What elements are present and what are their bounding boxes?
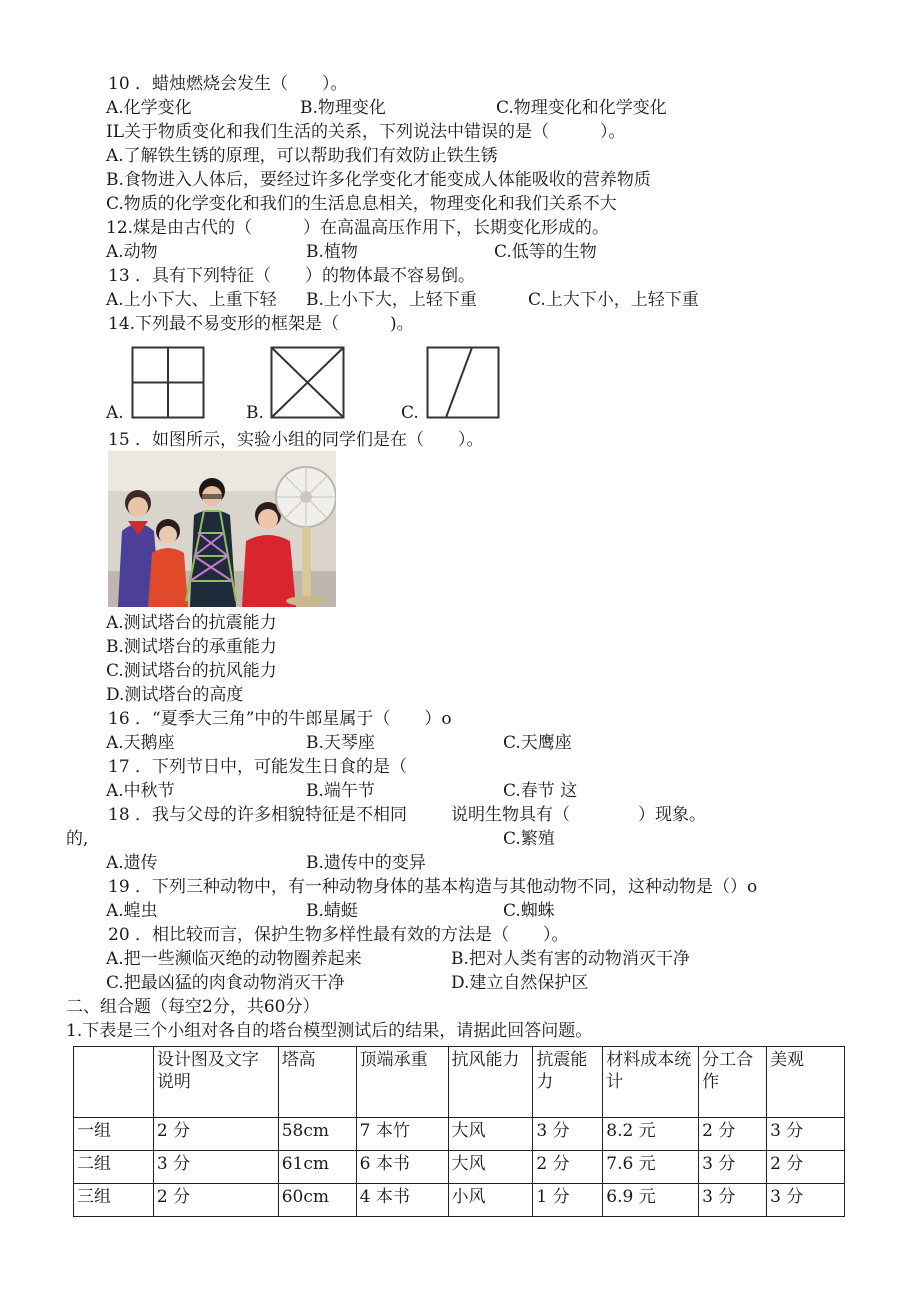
q15-option-b: B.测试塔台的承重能力 [106,637,277,657]
table-header-cell: 分工合作 [699,1047,767,1118]
table-cell: 1 分 [533,1184,603,1217]
q18-stem: 18 ．我与父母的许多相貌特征是不相同 [108,805,408,825]
q10-stem: 10 ．蜡烛燃烧会发生（ ）。 [108,74,348,94]
q15-option-a: A.测试塔台的抗震能力 [106,613,277,633]
tower-test-results-table [73,1046,845,1217]
q10-option-c: C.物理变化和化学变化 [496,98,667,118]
table-cell: 2 分 [767,1151,845,1184]
frame-option-a-figure [131,346,205,419]
table-cell: 2 分 [153,1118,278,1151]
q20-option-d: D.建立自然保护区 [451,973,589,993]
table-cell: 58cm [278,1118,356,1151]
table-cell: 60cm [278,1184,356,1217]
q17-option-a: A.中秋节 [106,781,175,801]
table-cell: 61cm [278,1151,356,1184]
table-cell: 三组 [74,1184,154,1217]
section-2-title: 二、组合题（每空2分，共60分） [66,997,320,1017]
table-cell: 4 本书 [356,1184,448,1217]
q14-option-c: C. [401,403,419,423]
q16-option-b: B.天琴座 [306,733,375,753]
table-cell: 7.6 元 [603,1151,699,1184]
q13-option-a: A.上小下大、上重下轻 [106,290,277,310]
q16-stem: 16 ．“夏季大三角”中的牛郎星属于（ ）o [108,709,452,729]
table-cell: 大风 [448,1118,533,1151]
table-cell: 3 分 [767,1118,845,1151]
table-cell: 3 分 [699,1184,767,1217]
table-cell: 3 分 [533,1118,603,1151]
table-cell: 2 分 [153,1184,278,1217]
table-header-cell: 抗风能力 [448,1047,533,1118]
table-cell: 3 分 [767,1184,845,1217]
table-row [74,1151,845,1184]
q11-stem: IL关于物质变化和我们生活的关系，下列说法中错误的是（ ）。 [106,122,626,142]
table-cell: 3 分 [153,1151,278,1184]
table-header-cell: 塔高 [278,1047,356,1118]
q19-option-a: A.蝗虫 [106,901,158,921]
q14-option-b: B. [246,403,264,423]
table-cell: 8.2 元 [603,1118,699,1151]
q12-option-b: B.植物 [306,242,358,262]
students-testing-tower-photo [108,451,336,607]
q13-stem: 13 ．具有下列特征（ ）的物体最不容易倒。 [108,266,476,286]
q11-option-a: A.了解铁生锈的原理，可以帮助我们有效防止铁生锈 [106,146,498,166]
q19-stem: 19 ．下列三种动物中，有一种动物身体的基本构造与其他动物不同，这种动物是（）o [108,877,758,897]
table-header-row [74,1047,845,1118]
q12-stem: 12.煤是由古代的（ ）在高温高压作用下，长期变化形成的。 [106,218,610,238]
q20-stem: 20 ．相比较而言，保护生物多样性最有效的方法是（ ）。 [108,925,569,945]
q12-option-a: A.动物 [106,242,158,262]
table-cell: 二组 [74,1151,154,1184]
frame-option-c-figure [426,346,500,419]
table-cell: 2 分 [699,1118,767,1151]
q18-option-b: B.遗传中的变异 [306,853,426,873]
table-cell: 2 分 [533,1151,603,1184]
q20-option-c: C.把最凶猛的肉食动物消灭干净 [106,973,345,993]
table-header-cell: 美观 [767,1047,845,1118]
q19-option-b: B.蜻蜓 [306,901,358,921]
q19-option-c: C.蜘蛛 [503,901,555,921]
q14-stem: 14.下列最不易变形的框架是（ )。 [108,314,414,334]
table-header-cell: 材料成本统计 [603,1047,699,1118]
q10-option-b: B.物理变化 [300,98,386,118]
q11-option-c: C.物质的化学变化和我们的生活息息相关，物理变化和我们关系不大 [106,194,617,214]
q12-option-c: C.低等的生物 [494,242,597,262]
table-cell: 大风 [448,1151,533,1184]
q16-option-a: A.天鹅座 [106,733,175,753]
q20-option-b: B.把对人类有害的动物消灭干净 [451,949,690,969]
q13-option-b: B.上小下大，上轻下重 [306,290,477,310]
table-cell: 3 分 [699,1151,767,1184]
table-header-cell [74,1047,154,1118]
q17-stem: 17 ．下列节日中，可能发生日食的是（ [108,757,408,777]
section-2-intro: 1.下表是三个小组对各自的塔台模型测试后的结果，请据此回答问题。 [66,1021,593,1041]
q18-option-a: A.遗传 [106,853,158,873]
table-cell: 一组 [74,1118,154,1151]
q17-option-c: C.春节 这 [503,781,578,801]
q15-option-d: D.测试塔台的高度 [106,685,244,705]
q18-stem-continued: 说明生物具有（ ）现象。 [451,805,706,825]
q17-option-b: B.端午节 [306,781,375,801]
frame-option-b-figure [270,346,345,419]
q13-option-c: C.上大下小，上轻下重 [528,290,699,310]
q18-option-c: C.繁殖 [503,829,555,849]
table-row [74,1184,845,1217]
table-header-cell: 顶端承重 [356,1047,448,1118]
table-cell: 小风 [448,1184,533,1217]
table-cell: 7 本竹 [356,1118,448,1151]
q20-option-a: A.把一些濒临灭绝的动物圈养起来 [106,949,362,969]
q16-option-c: C.天鹰座 [503,733,572,753]
table-cell: 6.9 元 [603,1184,699,1217]
q11-option-b: B.食物进入人体后，要经过许多化学变化才能变成人体能吸收的营养物质 [106,170,651,190]
q18-stem-tail: 的, [66,829,89,849]
table-cell: 6 本书 [356,1151,448,1184]
q15-option-c: C.测试塔台的抗风能力 [106,661,277,681]
q10-option-a: A.化学变化 [106,98,192,118]
table-header-cell: 抗震能力 [533,1047,603,1118]
table-header-cell: 设计图及文字说明 [153,1047,278,1118]
q15-stem: 15 ．如图所示，实验小组的同学们是在（ ）。 [108,430,484,450]
table-row [74,1118,845,1151]
q14-option-a: A. [106,403,124,423]
